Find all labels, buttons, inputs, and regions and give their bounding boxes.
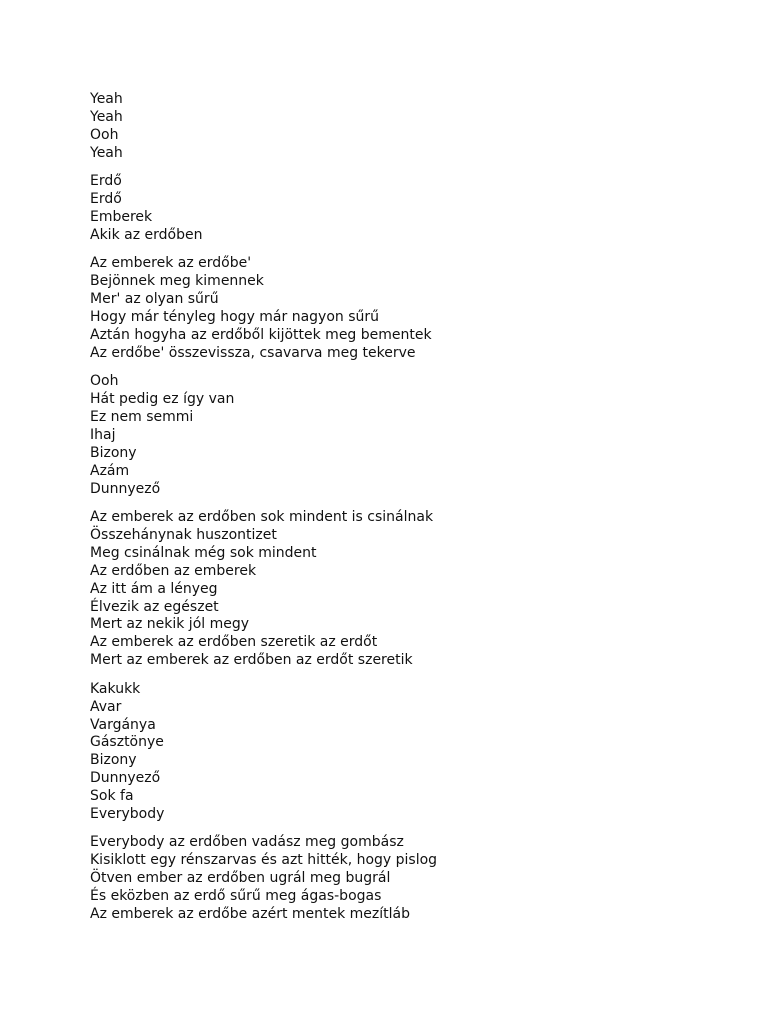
lyric-line: Mer' az olyan sűrű: [90, 291, 219, 308]
lyric-line: Bizony: [90, 444, 137, 461]
lyric-line: Ez nem semmi: [90, 409, 194, 425]
lyric-line: Dunnyező: [90, 480, 161, 497]
lyric-line: Összehánynak huszontizet: [90, 526, 277, 543]
lyric-line: Ooh: [90, 373, 119, 390]
lyric-line: Az emberek az erdőbe azért mentek mezítláb: [90, 906, 411, 923]
lyric-line: Kakukk: [90, 680, 141, 697]
lyric-line: Erdő: [90, 191, 122, 208]
lyric-line: Akik az erdőben: [90, 226, 203, 243]
lyric-line: És eközben az erdő sűrű meg ágas-bogas: [90, 888, 382, 905]
lyric-line: Hogy már tényleg hogy már nagyon sűrű: [90, 308, 380, 325]
lyric-line: Dunnyező: [90, 770, 161, 787]
stanza: [90, 91, 730, 163]
lyric-line: Emberek: [90, 208, 153, 225]
lyric-line: Kisiklott egy rénszarvas és azt hitték, hogy pislog: [90, 852, 438, 869]
lyric-line: Yeah: [90, 108, 123, 125]
lyric-line: Everybody az erdőben vadász meg gombász: [90, 834, 404, 851]
lyric-line: Yeah: [90, 144, 123, 161]
stanza: [90, 509, 730, 670]
lyric-line: Mert az emberek az erdőben az erdőt szeretik: [90, 652, 413, 669]
lyric-line: Az emberek az erdőben sok mindent is csinálnak: [90, 509, 434, 526]
lyric-line: Ötven ember az erdőben ugrál meg bugrál: [90, 870, 391, 887]
stanza: [90, 681, 730, 824]
stanza: [90, 373, 730, 498]
lyric-line: Aztán hogyha az erdőből kijöttek meg bementek: [90, 326, 432, 343]
lyric-line: Az emberek az erdőbe': [90, 255, 252, 272]
lyric-line: Meg csinálnak még sok mindent: [90, 544, 317, 561]
lyric-line: Bejönnek meg kimennek: [90, 273, 264, 290]
lyric-line: Yeah: [90, 91, 123, 107]
lyric-line: Azám: [90, 462, 130, 479]
lyric-line: Az erdőbe' összevissza, csavarva meg tekerve: [90, 344, 416, 361]
lyric-line: Az emberek az erdőben szeretik az erdőt: [90, 634, 378, 651]
lyric-line: Ooh: [90, 126, 119, 143]
lyrics-document: [90, 91, 730, 934]
lyric-line: Élvezik az egészet: [90, 598, 219, 615]
lyric-line: Erdő: [90, 173, 122, 190]
lyric-line: Mert az nekik jól megy: [90, 616, 250, 633]
stanza: [90, 834, 730, 924]
lyric-line: Az itt ám a lényeg: [90, 580, 218, 597]
stanza: [90, 255, 730, 362]
lyric-line: Bizony: [90, 752, 137, 769]
lyric-line: Sok fa: [90, 788, 134, 805]
lyric-line: Az erdőben az emberek: [90, 562, 257, 579]
lyric-line: Hát pedig ez így van: [90, 391, 235, 408]
lyric-line: Avar: [90, 698, 122, 715]
stanza: [90, 173, 730, 245]
lyric-line: Ihaj: [90, 426, 116, 443]
lyric-line: Everybody: [90, 806, 165, 823]
lyric-line: Vargánya: [90, 716, 156, 733]
lyric-line: Gásztönye: [90, 734, 164, 751]
